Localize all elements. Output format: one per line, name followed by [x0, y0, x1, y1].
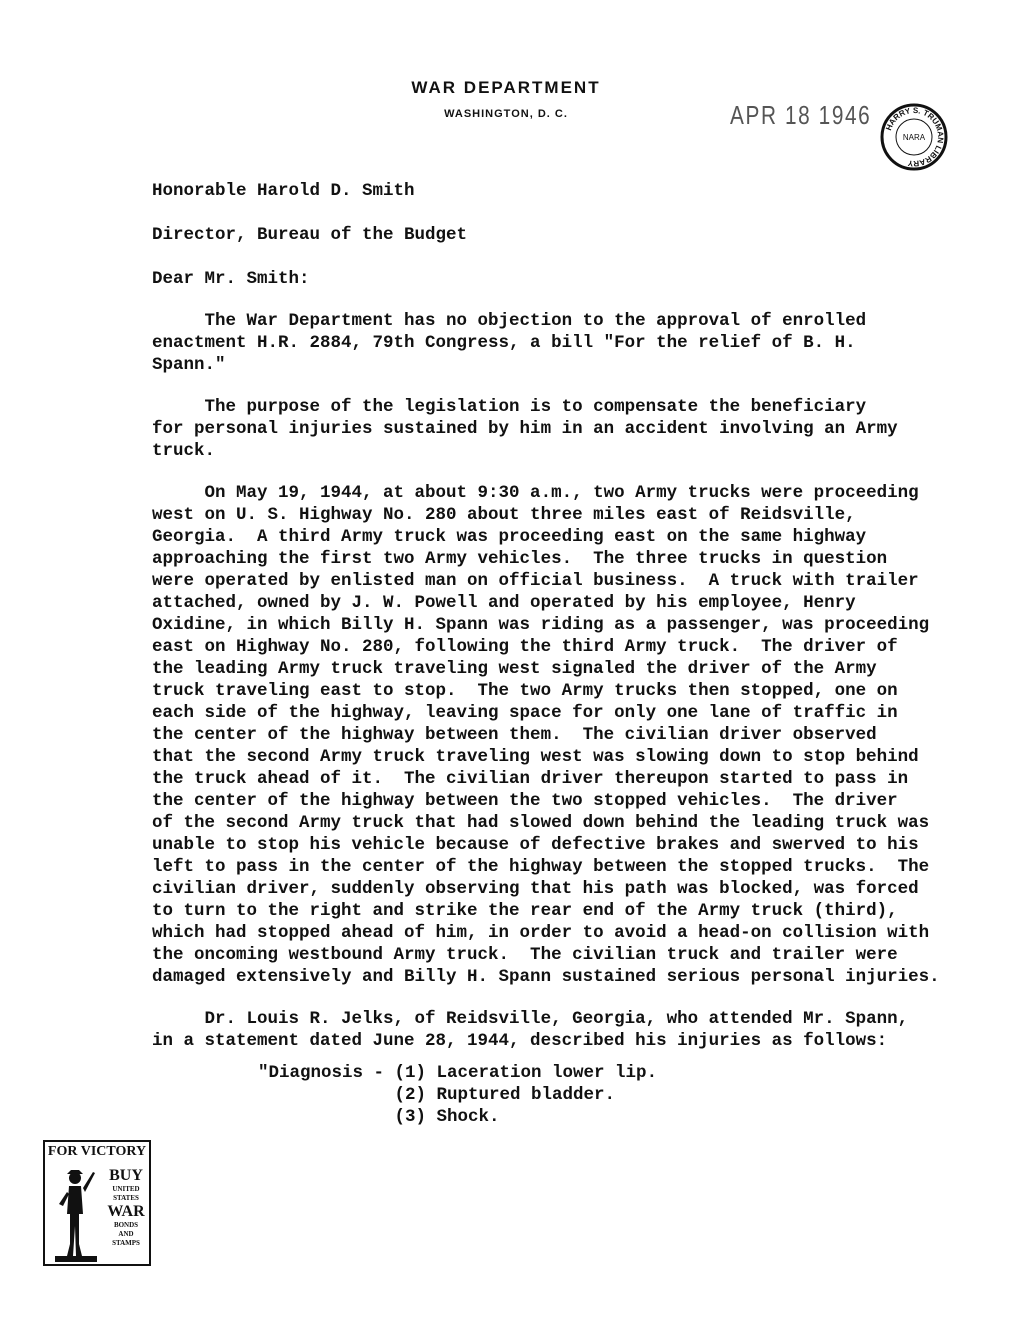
paragraph-line: Dr. Louis R. Jelks, of Reidsville, Georgia, who attended Mr. Spann,: [152, 1009, 909, 1029]
diagnosis-line: (2) Ruptured bladder.: [258, 1085, 616, 1105]
minuteman-icon: [49, 1164, 103, 1264]
paragraph-line: The purpose of the legislation is to compensate the beneficiary: [152, 397, 867, 417]
paragraph-line: The War Department has no objection to the approval of enrolled: [152, 311, 867, 331]
paragraph-line: On May 19, 1944, at about 9:30 a.m., two Army trucks were proceeding: [152, 483, 919, 503]
paragraph-line: east on Highway No. 280, following the third Army truck. The driver of: [152, 637, 898, 657]
salutation: Dear Mr. Smith:: [152, 269, 310, 289]
paragraph-line: unable to stop his vehicle because of defective brakes and swerved to his: [152, 835, 919, 855]
library-seal-icon: [880, 103, 948, 171]
paragraph-line: the oncoming westbound Army truck. The civilian truck and trailer were: [152, 945, 898, 965]
paragraph-line: Georgia. A third Army truck was proceeding east on the same highway: [152, 527, 867, 547]
badge-united: UNITED: [112, 1185, 140, 1193]
badge-stamps: STAMPS: [112, 1239, 140, 1247]
diagnosis-line: "Diagnosis - (1) Laceration lower lip.: [258, 1063, 658, 1083]
paragraph-line: truck.: [152, 441, 216, 461]
paragraph-line: for personal injuries sustained by him in an accident involving an Army: [152, 419, 898, 439]
paragraph-line: Spann.": [152, 355, 226, 375]
paragraph-line: the center of the highway between them. The civilian driver observed: [152, 725, 877, 745]
paragraph-line: enactment H.R. 2884, 79th Congress, a bill "For the relief of B. H.: [152, 333, 856, 353]
paragraph-line: each side of the highway, leaving space for only one lane of traffic in: [152, 703, 898, 723]
paragraph-line: the leading Army truck traveling west signaled the driver of the Army: [152, 659, 877, 679]
paragraph-line: in a statement dated June 28, 1944, described his injuries as follows:: [152, 1031, 888, 1051]
badge-heading: FOR VICTORY: [47, 1144, 147, 1159]
badge-war: WAR: [107, 1203, 145, 1220]
paragraph-line: civilian driver, suddenly observing that his path was blocked, was forced: [152, 879, 919, 899]
recipient-name: Honorable Harold D. Smith: [152, 181, 415, 201]
paragraph-line: were operated by enlisted man on official business. A truck with trailer: [152, 571, 919, 591]
war-bonds-badge: [43, 1140, 151, 1266]
badge-buy: BUY: [109, 1167, 143, 1184]
paragraph-line: truck traveling east to stop. The two Army trucks then stopped, one on: [152, 681, 898, 701]
letterhead-department: WAR DEPARTMENT: [411, 78, 601, 97]
paragraph-line: which had stopped ahead of him, in order to avoid a head-on collision with: [152, 923, 930, 943]
paragraph-line: the center of the highway between the two stopped vehicles. The driver: [152, 791, 898, 811]
paragraph-line: of the second Army truck that had slowed down behind the leading truck was: [152, 813, 930, 833]
seal-center: NARA: [902, 133, 926, 142]
paragraph-line: damaged extensively and Billy H. Spann sustained serious personal injuries.: [152, 967, 940, 987]
paragraph-line: Oxidine, in which Billy H. Spann was riding as a passenger, was proceeding: [152, 615, 930, 635]
recipient-title: Director, Bureau of the Budget: [152, 225, 468, 245]
badge-and: AND: [118, 1230, 134, 1238]
paragraph-line: left to pass in the center of the highway between the stopped trucks. The: [152, 857, 930, 877]
seal-text: HARRY S. TRUMAN LIBRARY: [884, 105, 946, 169]
paragraph-line: that the second Army truck traveling west was slowing down to stop behind: [152, 747, 919, 767]
paragraph-line: approaching the first two Army vehicles. The three trucks in question: [152, 549, 888, 569]
badge-bonds: BONDS: [113, 1221, 139, 1229]
paragraph-line: to turn to the right and strike the rear end of the Army truck (third),: [152, 901, 898, 921]
paragraph-line: attached, owned by J. W. Powell and operated by his employee, Henry: [152, 593, 856, 613]
paragraph-line: west on U. S. Highway No. 280 about three miles east of Reidsville,: [152, 505, 856, 525]
date-stamp: APR 18 1946: [730, 100, 872, 130]
letterhead-location: WASHINGTON, D. C.: [444, 108, 568, 120]
diagnosis-line: (3) Shock.: [258, 1107, 500, 1127]
paragraph-line: the truck ahead of it. The civilian driver thereupon started to pass in: [152, 769, 909, 789]
badge-states: STATES: [113, 1194, 139, 1202]
